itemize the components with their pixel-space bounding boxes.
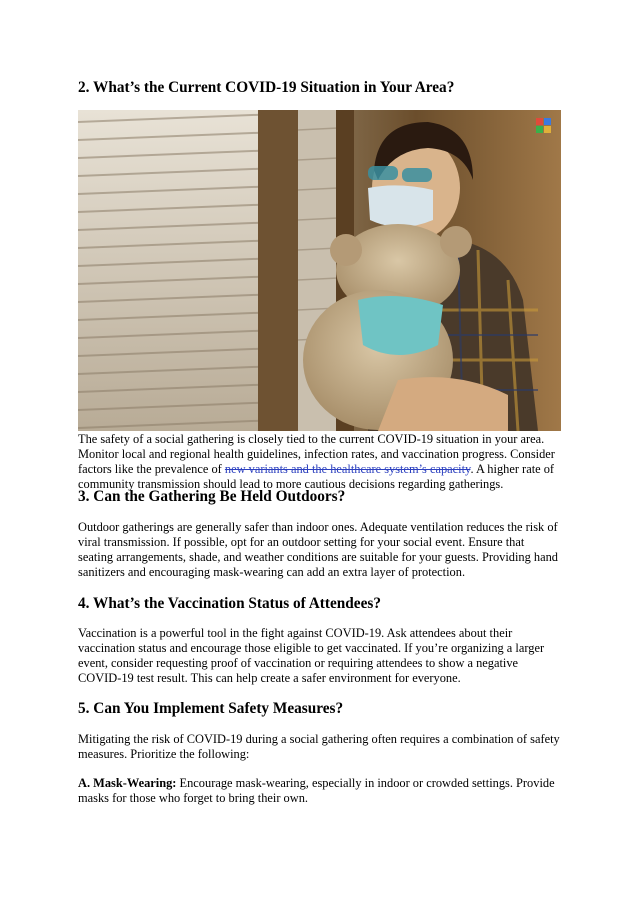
paragraph-vaccination: Vaccination is a powerful tool in the fight against COVID-19. Ask attendees about their vaccination status and encourage those eligible to get vaccinated. If you’re organizing a larger event, consider requesting proof of vaccination or requiring attendees to show a negative COVID-19 test result. This can help create a safer environment for everyone. [78, 626, 545, 685]
variants-capacity-link[interactable]: new variants and the healthcare system’s capacity [224, 462, 471, 476]
mask-wearing-text: Encourage mask-wearing, especially in indoor or crowded settings. Provide masks for those who forget to bring their own. [78, 776, 555, 805]
heading-outdoors: 3. Can the Gathering Be Held Outdoors? [78, 488, 346, 505]
paragraph-text-before-link: The safety of a social gathering is closely tied to the current COVID-19 situation in your area. Monitor local and regional health guidelines, infection rates, and vaccination progress. Consider factors like the prevalence of [78, 432, 555, 476]
heading-current-situation: 2. What’s the Current COVID-19 Situation in Your Area? [78, 79, 455, 96]
heading-safety-measures: 5. Can You Implement Safety Measures? [78, 700, 344, 717]
heading-vaccination: 4. What’s the Vaccination Status of Attendees? [78, 595, 381, 612]
paragraph-outdoors: Outdoor gatherings are generally safer than indoor ones. Adequate ventilation reduces the risk of viral transmission. If possible, opt for an outdoor setting for your social event. Ensure that seating arrangements, shade, and weather conditions are suitable for your guests. Providing hand sanitizers and encouraging mask-wearing can add an extra layer of protection. [78, 520, 559, 579]
paragraph-text-after-link: . A higher rate of community transmission should lead to more cautious decisions regarding gatherings. [78, 462, 555, 491]
list-item-mask-wearing [78, 776, 562, 806]
paragraph-current-situation [78, 432, 562, 492]
child-with-mask-photo [78, 110, 561, 431]
paragraph-safety-measures: Mitigating the risk of COVID-19 during a social gathering often requires a combination of safety measures. Prioritize the following: [78, 732, 560, 761]
mask-wearing-label: A. Mask-Wearing: [78, 776, 177, 790]
